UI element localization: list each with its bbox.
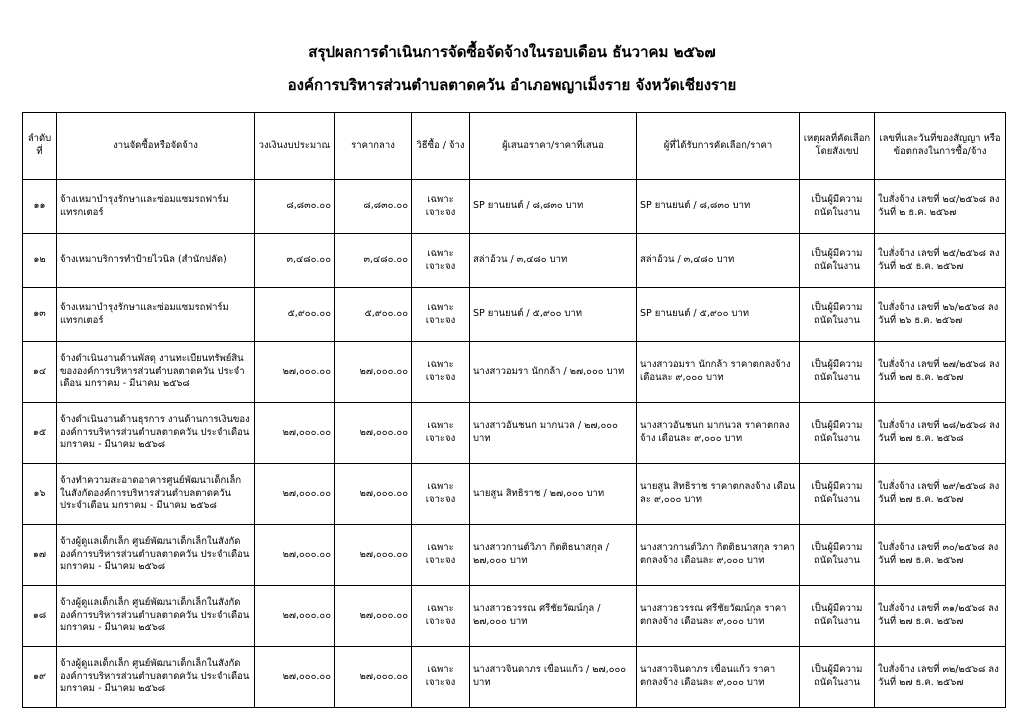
table-row bbox=[23, 464, 1006, 525]
cell-item: จ้างเหมาบำรุงรักษาและซ่อมแซมรถฟาร์มแทรกเตอร์ bbox=[57, 180, 255, 234]
cell-contract: ใบสั่งจ้าง เลขที่ ๒๖/๒๕๖๘ ลงวันที่ ๒๖ ธ.ค. ๒๕๖๗ bbox=[875, 288, 1006, 342]
header-reason: เหตุผลที่คัดเลือก โดยสังเขป bbox=[800, 113, 875, 180]
cell-winner: SP ยานยนต์ / ๕,๙๐๐ บาท bbox=[637, 288, 800, 342]
header-budget: วงเงินงบประมาณ bbox=[255, 113, 335, 180]
cell-no: ๑๒ bbox=[23, 234, 57, 288]
cell-method: เฉพาะเจาะจง bbox=[412, 234, 470, 288]
cell-winner: นางสาวอมรา นักกล้า ราคาตกลงจ้าง เดือนละ ๙,๐๐๐ บาท bbox=[637, 342, 800, 403]
cell-budget: ๒๗,๐๐๐.๐๐ bbox=[255, 464, 335, 525]
cell-budget: ๒๗,๐๐๐.๐๐ bbox=[255, 342, 335, 403]
cell-method: เฉพาะเจาะจง bbox=[412, 464, 470, 525]
cell-bidder: นางสาวกานต์วิภา กิตติธนาสกุล / ๒๗,๐๐๐ บาท bbox=[470, 525, 637, 586]
cell-no: ๑๓ bbox=[23, 288, 57, 342]
table-row bbox=[23, 180, 1006, 234]
table-row bbox=[23, 342, 1006, 403]
cell-bidder: นายสูน สิทธิราช / ๒๗,๐๐๐ บาท bbox=[470, 464, 637, 525]
cell-winner: นายสูน สิทธิราช ราคาตกลงจ้าง เดือนละ ๙,๐๐๐ บาท bbox=[637, 464, 800, 525]
cell-median-price: ๘,๘๓๐.๐๐ bbox=[335, 180, 412, 234]
table-header-row bbox=[23, 113, 1006, 180]
cell-budget: ๓,๔๘๐.๐๐ bbox=[255, 234, 335, 288]
header-median-price: ราคากลาง bbox=[335, 113, 412, 180]
cell-reason: เป็นผู้มีความถนัดในงาน bbox=[800, 403, 875, 464]
cell-bidder: SP ยานยนต์ / ๕,๙๐๐ บาท bbox=[470, 288, 637, 342]
cell-reason: เป็นผู้มีความถนัดในงาน bbox=[800, 234, 875, 288]
cell-contract: ใบสั่งจ้าง เลขที่ ๒๗/๒๕๖๘ ลงวันที่ ๒๗ ธ.ค. ๒๕๖๗ bbox=[875, 342, 1006, 403]
header-no: ลำดับที่ bbox=[23, 113, 57, 180]
table-row bbox=[23, 234, 1006, 288]
cell-item: จ้างดำเนินงานด้านธุรการ งานด้านการเงินขององค์การบริหารส่วนตำบลตาดควัน ประจำเดือน มกราคม - มีนาคม ๒๕๖๘ bbox=[57, 403, 255, 464]
cell-method: เฉพาะเจาะจง bbox=[412, 525, 470, 586]
cell-reason: เป็นผู้มีความถนัดในงาน bbox=[800, 342, 875, 403]
cell-contract: ใบสั่งจ้าง เลขที่ ๓๑/๒๕๖๘ ลงวันที่ ๒๗ ธ.ค. ๒๕๖๗ bbox=[875, 586, 1006, 647]
cell-no: ๑๕ bbox=[23, 403, 57, 464]
cell-method: เฉพาะเจาะจง bbox=[412, 403, 470, 464]
cell-contract: ใบสั่งจ้าง เลขที่ ๒๕/๒๕๖๘ ลงวันที่ ๒๕ ธ.ค. ๒๕๖๗ bbox=[875, 234, 1006, 288]
cell-winner: SP ยานยนต์ / ๘,๘๓๐ บาท bbox=[637, 180, 800, 234]
cell-method: เฉพาะเจาะจง bbox=[412, 342, 470, 403]
cell-winner: นางสาวกานต์วิภา กิตติธนาสกุล ราคาตกลงจ้าง เดือนละ ๙,๐๐๐ บาท bbox=[637, 525, 800, 586]
header-bidder: ผู้เสนอราคา/ราคาที่เสนอ bbox=[470, 113, 637, 180]
cell-reason: เป็นผู้มีความถนัดในงาน bbox=[800, 464, 875, 525]
cell-winner: สล่าอ้วน / ๓,๔๘๐ บาท bbox=[637, 234, 800, 288]
cell-method: เฉพาะเจาะจง bbox=[412, 288, 470, 342]
cell-item: จ้างผู้ดูแลเด็กเล็ก ศูนย์พัฒนาเด็กเล็กในสังกัดองค์การบริหารส่วนตำบลตาดควัน ประจำเดือน มกราคม - มีนาคม ๒๕๖๘ bbox=[57, 525, 255, 586]
header-item: งานจัดซื้อหรือจัดจ้าง bbox=[57, 113, 255, 180]
document-title: สรุปผลการดำเนินการจัดซื้อจัดจ้างในรอบเดือน ธันวาคม ๒๕๖๗ bbox=[308, 43, 716, 61]
cell-contract: ใบสั่งจ้าง เลขที่ ๒๔/๒๕๖๘ ลงวันที่ ๒ ธ.ค. ๒๕๖๗ bbox=[875, 180, 1006, 234]
procurement-table bbox=[22, 112, 1006, 708]
table-row bbox=[23, 403, 1006, 464]
cell-median-price: ๒๗,๐๐๐.๐๐ bbox=[335, 342, 412, 403]
cell-winner: นางสาวธวรรณ ศรีชัยวัฒน์กุล ราคาตกลงจ้าง เดือนละ ๙,๐๐๐ บาท bbox=[637, 586, 800, 647]
header-winner: ผู้ที่ได้รับการคัดเลือก/ราคา bbox=[637, 113, 800, 180]
cell-bidder: สล่าอ้วน / ๓,๔๘๐ บาท bbox=[470, 234, 637, 288]
cell-no: ๑๔ bbox=[23, 342, 57, 403]
cell-method: เฉพาะเจาะจง bbox=[412, 647, 470, 708]
cell-contract: ใบสั่งจ้าง เลขที่ ๒๙/๒๕๖๘ ลงวันที่ ๒๗ ธ.ค. ๒๕๖๗ bbox=[875, 464, 1006, 525]
cell-item: จ้างทำความสะอาดอาคารศูนย์พัฒนาเด็กเล็กในสังกัดองค์การบริหารส่วนตำบลตาดควัน ประจำเดือน มกราคม - มีนาคม ๒๕๖๘ bbox=[57, 464, 255, 525]
cell-bidder: นางสาวอมรา นักกล้า / ๒๗,๐๐๐ บาท bbox=[470, 342, 637, 403]
cell-bidder: นางสาวอันชนก มากนวล / ๒๗,๐๐๐ บาท bbox=[470, 403, 637, 464]
cell-method: เฉพาะเจาะจง bbox=[412, 180, 470, 234]
header-contract: เลขที่และวันที่ของสัญญา หรือข้อตกลงในการซื้อ/จ้าง bbox=[875, 113, 1006, 180]
cell-budget: ๘,๘๓๐.๐๐ bbox=[255, 180, 335, 234]
cell-budget: ๒๗,๐๐๐.๐๐ bbox=[255, 586, 335, 647]
cell-item: จ้างเหมาบำรุงรักษาและซ่อมแซมรถฟาร์มแทรกเตอร์ bbox=[57, 288, 255, 342]
table-row bbox=[23, 288, 1006, 342]
cell-item: จ้างดำเนินงานด้านพัสดุ งานทะเบียนทรัพย์สินขององค์การบริหารส่วนตำบลตาดควัน ประจำเดือน มกราคม - มีนาคม ๒๕๖๘ bbox=[57, 342, 255, 403]
cell-reason: เป็นผู้มีความถนัดในงาน bbox=[800, 180, 875, 234]
cell-item: จ้างเหมาบริการทำป้ายไวนิล (สำนักปลัด) bbox=[57, 234, 255, 288]
cell-bidder: SP ยานยนต์ / ๘,๘๓๐ บาท bbox=[470, 180, 637, 234]
cell-contract: ใบสั่งจ้าง เลขที่ ๓๒/๒๕๖๘ ลงวันที่ ๒๗ ธ.ค. ๒๕๖๗ bbox=[875, 647, 1006, 708]
cell-item: จ้างผู้ดูแลเด็กเล็ก ศูนย์พัฒนาเด็กเล็กในสังกัดองค์การบริหารส่วนตำบลตาดควัน ประจำเดือน มกราคม - มีนาคม ๒๕๖๘ bbox=[57, 586, 255, 647]
cell-no: ๑๙ bbox=[23, 647, 57, 708]
cell-no: ๑๘ bbox=[23, 586, 57, 647]
header-method: วิธีซื้อ / จ้าง bbox=[412, 113, 470, 180]
cell-budget: ๕,๙๐๐.๐๐ bbox=[255, 288, 335, 342]
cell-reason: เป็นผู้มีความถนัดในงาน bbox=[800, 288, 875, 342]
cell-winner: นางสาวอันชนก มากนวล ราคาตกลงจ้าง เดือนละ ๙,๐๐๐ บาท bbox=[637, 403, 800, 464]
cell-no: ๑๖ bbox=[23, 464, 57, 525]
cell-bidder: นางสาวธวรรณ ศรีชัยวัฒน์กุล / ๒๗,๐๐๐ บาท bbox=[470, 586, 637, 647]
cell-median-price: ๒๗,๐๐๐.๐๐ bbox=[335, 464, 412, 525]
cell-item: จ้างผู้ดูแลเด็กเล็ก ศูนย์พัฒนาเด็กเล็กในสังกัดองค์การบริหารส่วนตำบลตาดควัน ประจำเดือน มกราคม - มีนาคม ๒๕๖๘ bbox=[57, 647, 255, 708]
cell-median-price: ๒๗,๐๐๐.๐๐ bbox=[335, 586, 412, 647]
cell-reason: เป็นผู้มีความถนัดในงาน bbox=[800, 586, 875, 647]
table-row bbox=[23, 525, 1006, 586]
table-row bbox=[23, 647, 1006, 708]
cell-median-price: ๓,๔๘๐.๐๐ bbox=[335, 234, 412, 288]
cell-median-price: ๒๗,๐๐๐.๐๐ bbox=[335, 525, 412, 586]
cell-budget: ๒๗,๐๐๐.๐๐ bbox=[255, 647, 335, 708]
cell-no: ๑๗ bbox=[23, 525, 57, 586]
cell-no: ๑๑ bbox=[23, 180, 57, 234]
document-subtitle: องค์การบริหารส่วนตำบลตาดควัน อำเภอพญาเม็งราย จังหวัดเชียงราย bbox=[287, 76, 737, 94]
cell-median-price: ๒๗,๐๐๐.๐๐ bbox=[335, 647, 412, 708]
cell-contract: ใบสั่งจ้าง เลขที่ ๒๘/๒๕๖๘ ลงวันที่ ๒๗ ธ.ค. ๒๕๖๘ bbox=[875, 403, 1006, 464]
cell-winner: นางสาวจินดาภร เขื่อนแก้ว ราคาตกลงจ้าง เดือนละ ๙,๐๐๐ บาท bbox=[637, 647, 800, 708]
cell-budget: ๒๗,๐๐๐.๐๐ bbox=[255, 525, 335, 586]
cell-bidder: นางสาวจินดาภร เขื่อนแก้ว / ๒๗,๐๐๐ บาท bbox=[470, 647, 637, 708]
cell-method: เฉพาะเจาะจง bbox=[412, 586, 470, 647]
cell-budget: ๒๗,๐๐๐.๐๐ bbox=[255, 403, 335, 464]
cell-reason: เป็นผู้มีความถนัดในงาน bbox=[800, 647, 875, 708]
cell-median-price: ๒๗,๐๐๐.๐๐ bbox=[335, 403, 412, 464]
cell-median-price: ๕,๙๐๐.๐๐ bbox=[335, 288, 412, 342]
table-row bbox=[23, 586, 1006, 647]
cell-contract: ใบสั่งจ้าง เลขที่ ๓๐/๒๕๖๘ ลงวันที่ ๒๗ ธ.ค. ๒๕๖๗ bbox=[875, 525, 1006, 586]
cell-reason: เป็นผู้มีความถนัดในงาน bbox=[800, 525, 875, 586]
